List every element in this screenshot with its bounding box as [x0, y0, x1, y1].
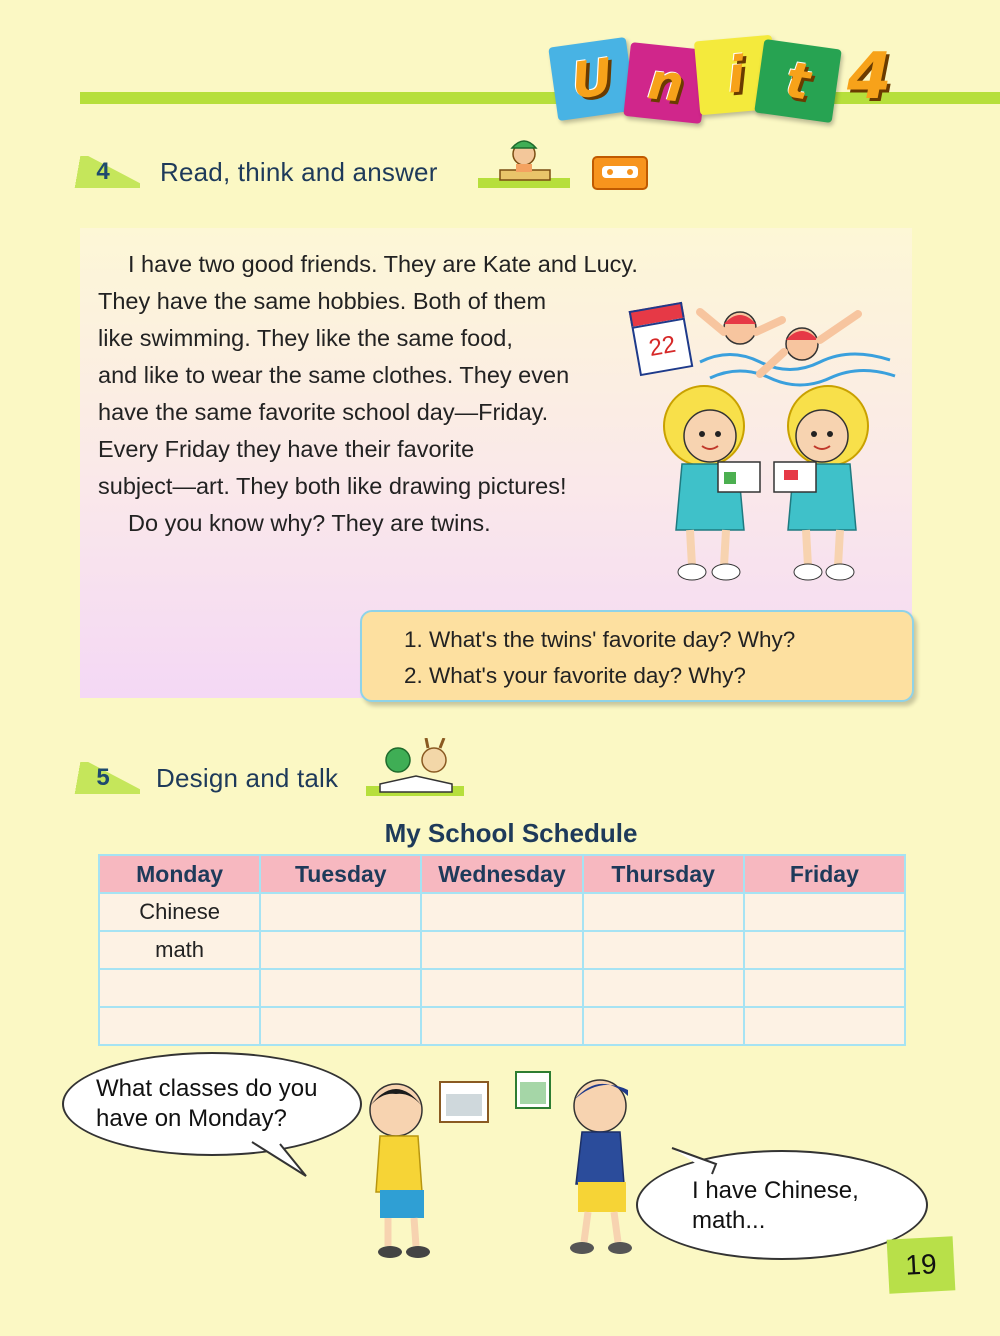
calendar-date: 22: [631, 318, 693, 377]
kids-reading-book-icon: [366, 738, 466, 796]
swimming-kids-illustration: [690, 292, 904, 392]
unit-letter-tile: t: [754, 39, 842, 123]
table-header-row: [99, 855, 905, 893]
speech-bubble-tail: [250, 1140, 310, 1180]
schedule-cell: [744, 969, 905, 1007]
schedule-cell: [421, 1007, 582, 1045]
schedule-cell: [583, 893, 744, 931]
day-header: Wednesday: [421, 855, 582, 893]
section-number: 4: [66, 156, 140, 188]
schedule-cell: [260, 969, 421, 1007]
boys-holding-schedules-illustration: [360, 1066, 640, 1262]
unit-letter-tile: n: [623, 42, 708, 124]
section-title: Read, think and answer: [160, 156, 438, 187]
question-item: 2. What's your favorite day? Why?: [404, 663, 746, 688]
schedule-cell: [744, 931, 905, 969]
bubble-line: math...: [692, 1207, 766, 1234]
twins-illustration: [652, 380, 882, 586]
schedule-cell: [421, 931, 582, 969]
unit-letter-tile: i: [694, 35, 778, 116]
table-row: [99, 969, 905, 1007]
schedule-cell: [744, 893, 905, 931]
schedule-cell: [744, 1007, 905, 1045]
table-row: [99, 931, 905, 969]
speech-bubble-tail: [668, 1146, 718, 1176]
speech-bubble-question: [62, 1052, 362, 1156]
schedule-cell: math: [99, 931, 260, 969]
day-header: Friday: [744, 855, 905, 893]
unit-letter-tile: U: [548, 37, 636, 121]
schedule-cell: [99, 969, 260, 1007]
question-item: 1. What's the twins' favorite day? Why?: [404, 627, 796, 652]
passage-line: Do you know why? They are twins.: [128, 510, 491, 536]
bubble-line: I have Chinese,: [692, 1177, 859, 1204]
schedule-title: My School Schedule: [384, 818, 638, 848]
passage-line: I have two good friends. They are Kate and Lucy.: [128, 251, 638, 277]
passage-line: and like to wear the same clothes. They even: [98, 362, 570, 388]
table-row: [99, 1007, 905, 1045]
passage-line: like swimming. They like the same food,: [98, 325, 513, 351]
question-box: [360, 610, 914, 702]
day-header: Thursday: [583, 855, 744, 893]
passage-line: Every Friday they have their favorite: [98, 436, 475, 462]
bubble-line: What classes do you: [96, 1075, 318, 1102]
schedule-cell: [421, 969, 582, 1007]
schedule-cell: [260, 893, 421, 931]
day-header: Tuesday: [260, 855, 421, 893]
section-title: Design and talk: [156, 762, 339, 793]
schedule-cell: [421, 893, 582, 931]
schedule-cell: [583, 1007, 744, 1045]
schedule-cell: [99, 1007, 260, 1045]
unit-banner: [545, 30, 935, 130]
page-number: 19: [887, 1236, 956, 1293]
bubble-line: have on Monday?: [96, 1105, 287, 1132]
passage-line: subject—art. They both like drawing pictures!: [98, 473, 567, 499]
boy-reading-icon: [476, 134, 572, 190]
section-4-heading: [66, 152, 438, 192]
schedule-cell: [583, 931, 744, 969]
calendar-icon: [629, 302, 694, 376]
schedule-cell: [260, 931, 421, 969]
unit-number: 4: [847, 40, 892, 114]
passage-line: have the same favorite school day—Friday.: [98, 399, 549, 425]
passage-line: They have the same hobbies. Both of them: [98, 288, 547, 314]
section-5-heading: [66, 758, 338, 798]
day-header: Monday: [99, 855, 260, 893]
school-schedule-table: [98, 854, 906, 1046]
section-number: 5: [66, 762, 140, 794]
schedule-cell: [583, 969, 744, 1007]
reading-passage: [98, 246, 658, 542]
schedule-cell: [260, 1007, 421, 1045]
table-row: [99, 893, 905, 931]
schedule-cell: Chinese: [99, 893, 260, 931]
cassette-icon[interactable]: [592, 156, 648, 190]
